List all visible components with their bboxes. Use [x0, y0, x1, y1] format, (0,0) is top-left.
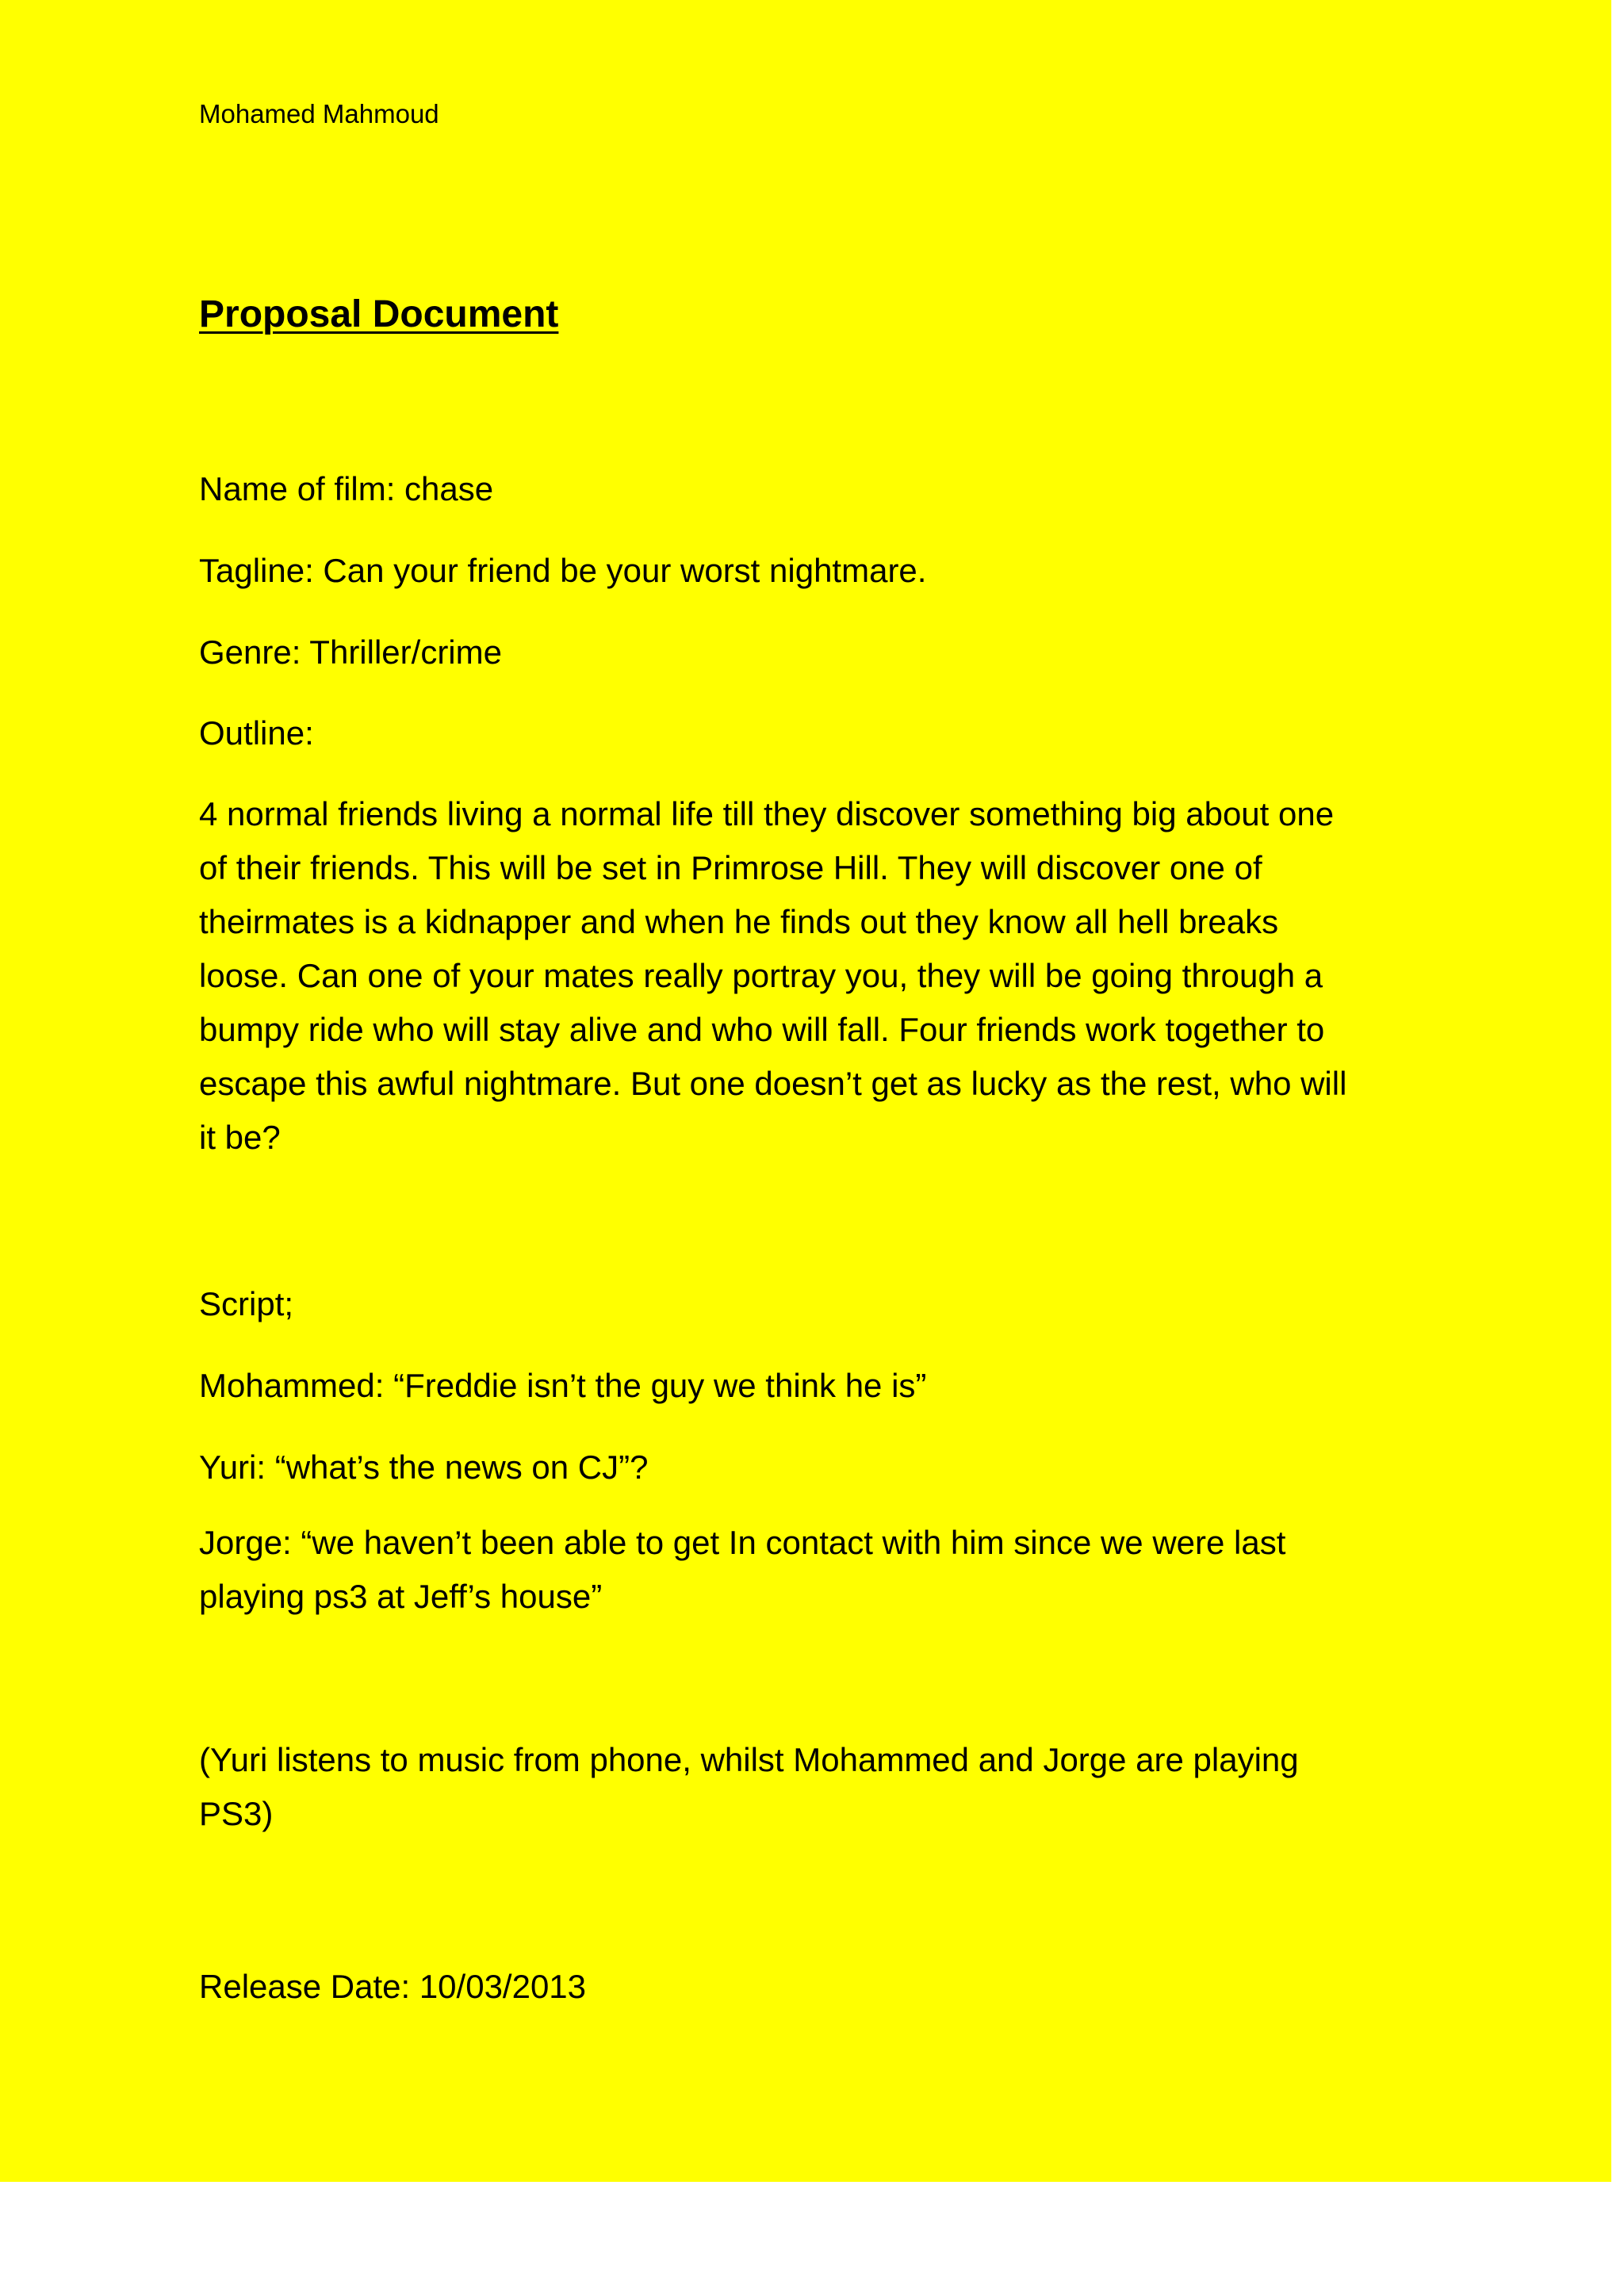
tagline: Tagline: Can your friend be your worst nightmare.	[199, 552, 927, 589]
stage-direction-line: (Yuri listens to music from phone, whilst Mohammed and Jorge are playing	[199, 1741, 1299, 1778]
release-date: Release Date: 10/03/2013	[199, 1968, 587, 2005]
outline-label: Outline:	[199, 714, 314, 752]
outline-line: escape this awful nightmare. But one doesn’t get as lucky as the rest, who will	[199, 1065, 1347, 1102]
stage-direction	[199, 1733, 1436, 1841]
author-name: Mohamed Mahmoud	[199, 99, 439, 128]
outline-line: loose. Can one of your mates really portray you, they will be going through a	[199, 957, 1323, 994]
script-line-mohammed: Mohammed: “Freddie isn’t the guy we think he is”	[199, 1367, 927, 1404]
script-line-yuri: Yuri: “what’s the news on CJ”?	[199, 1448, 649, 1486]
document-title: Proposal Document	[199, 293, 559, 335]
outline-line: bumpy ride who will stay alive and who will fall. Four friends work together to	[199, 1011, 1325, 1048]
outline-line: it be?	[199, 1119, 281, 1156]
outline-line: of their friends. This will be set in Primrose Hill. They will discover one of	[199, 849, 1262, 886]
script-line-jorge-part: Jorge: “we haven’t been able to get In contact with him since we were last	[199, 1524, 1286, 1561]
script-line-jorge	[199, 1516, 1436, 1624]
outline-paragraph	[199, 787, 1436, 1165]
stage-direction-line: PS3)	[199, 1795, 274, 1832]
outline-line: theirmates is a kidnapper and when he finds out they know all hell breaks	[199, 903, 1279, 940]
film-name: Name of film: chase	[199, 470, 494, 507]
outline-line: 4 normal friends living a normal life till they discover something big about one	[199, 795, 1335, 832]
script-line-jorge-part: playing ps3 at Jeff’s house”	[199, 1578, 603, 1615]
script-label: Script;	[199, 1285, 294, 1322]
genre: Genre: Thriller/crime	[199, 633, 502, 671]
